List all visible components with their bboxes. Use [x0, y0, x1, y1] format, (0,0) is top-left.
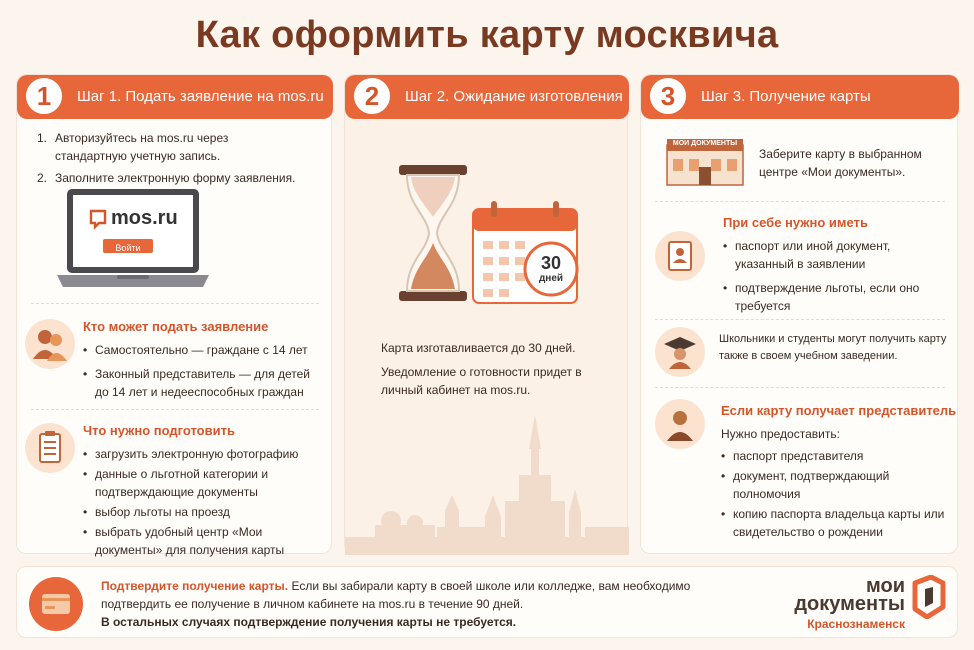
divider	[655, 319, 945, 320]
logo-line2: документы	[794, 593, 905, 615]
step2-card	[344, 74, 628, 554]
days-badge-unit: дней	[538, 273, 564, 284]
step1-header	[17, 75, 333, 119]
confirmation-body: Если вы забирали карту в своей школе или колледже, вам необходимо подтвердить ее получение в личном кабинете на mos.ru в течение 90 дней.	[101, 579, 691, 611]
who-title: Кто может подать заявление	[83, 319, 269, 334]
list-item: • выбрать удобный центр «Мои документы» для получения карты	[83, 523, 327, 559]
students-text: Школьники и студенты могут получить карту также в своем учебном заведении.	[719, 333, 947, 362]
people-icon	[25, 319, 75, 369]
list-item: • документ, подтверждающий полномочия	[721, 467, 949, 503]
confirmation-highlight: Подтвердите получение карты.	[101, 579, 289, 593]
rep-intro: Нужно предоставить:	[721, 427, 840, 441]
days-badge-number: 30	[540, 253, 562, 273]
step3-card	[640, 74, 958, 554]
bring-list	[723, 237, 943, 315]
logo-city: Краснознаменск	[807, 617, 905, 631]
bring-title: При себе нужно иметь	[723, 215, 868, 230]
production-time-text: Карта изготавливается до 30 дней.	[381, 341, 576, 355]
list-item: 2. Заполните электронную форму заявления.	[37, 171, 296, 185]
notification-text: Уведомление о готовности придет в личный кабинет на mos.ru.	[381, 365, 582, 397]
confirmation-banner	[16, 566, 958, 638]
step1-title: Шаг 1. Подать заявление на mos.ru	[77, 88, 324, 105]
list-item: • паспорт или иной документ, указанный в заявлении	[723, 237, 943, 273]
divider	[31, 303, 319, 304]
list-item: • Самостоятельно — граждане с 14 лет	[83, 341, 323, 359]
representative-icon	[655, 399, 705, 449]
confirmation-bold: В остальных случаях подтверждение получения карты не требуется.	[101, 615, 517, 629]
step2-number: 2	[351, 75, 393, 117]
pickup-text: Заберите карту в выбранном центре «Мои документы».	[759, 147, 922, 179]
confirmation-text	[101, 577, 741, 631]
prep-list	[83, 445, 327, 559]
prep-title: Что нужно подготовить	[83, 423, 235, 438]
who-list	[83, 341, 323, 401]
step2-title: Шаг 2. Ожидание изготовления	[405, 88, 623, 105]
checklist-icon	[25, 423, 75, 473]
mydocs-logo-icon	[911, 575, 947, 619]
hourglass-icon	[397, 163, 469, 303]
graduate-icon	[655, 327, 705, 377]
card-icon	[29, 577, 83, 631]
divider	[655, 387, 945, 388]
step1-number: 1	[23, 75, 65, 117]
building-sign: МОИ ДОКУМЕНТЫ	[672, 140, 738, 147]
skyline-illustration	[345, 415, 629, 555]
login-button[interactable]: Войти	[115, 243, 141, 253]
list-item: • копию паспорта владельца карты или свидетельство о рождении	[721, 505, 949, 541]
step3-header	[641, 75, 959, 119]
page-title: Как оформить карту москвича	[195, 14, 779, 56]
list-item: • выбор льготы на проезд	[83, 503, 327, 521]
rep-list	[721, 447, 949, 541]
rep-title: Если карту получает представитель	[721, 403, 957, 418]
step1-instructions	[37, 129, 297, 187]
list-item: • подтверждение льготы, если оно требуется	[723, 279, 943, 315]
step3-title: Шаг 3. Получение карты	[701, 88, 871, 105]
list-item: • Законный представитель — для детей до 14 лет и недееспособных граждан	[83, 365, 323, 401]
divider	[31, 409, 319, 410]
logo-wordmark	[794, 577, 905, 613]
laptop-brand: mos.ru	[111, 207, 178, 229]
list-item: • паспорт представителя	[721, 447, 949, 465]
list-item: 1. Авторизуйтесь на mos.ru через стандартную учетную запись.	[37, 131, 229, 163]
divider	[655, 201, 945, 202]
step3-number: 3	[647, 75, 689, 117]
step2-header	[345, 75, 629, 119]
logo-line1: мои	[865, 575, 905, 597]
list-item: • загрузить электронную фотографию	[83, 445, 327, 463]
passport-icon	[655, 231, 705, 281]
list-item: • данные о льготной категории и подтверждающие документы	[83, 465, 327, 501]
laptop-illustration	[53, 187, 213, 293]
step1-card	[16, 74, 332, 557]
